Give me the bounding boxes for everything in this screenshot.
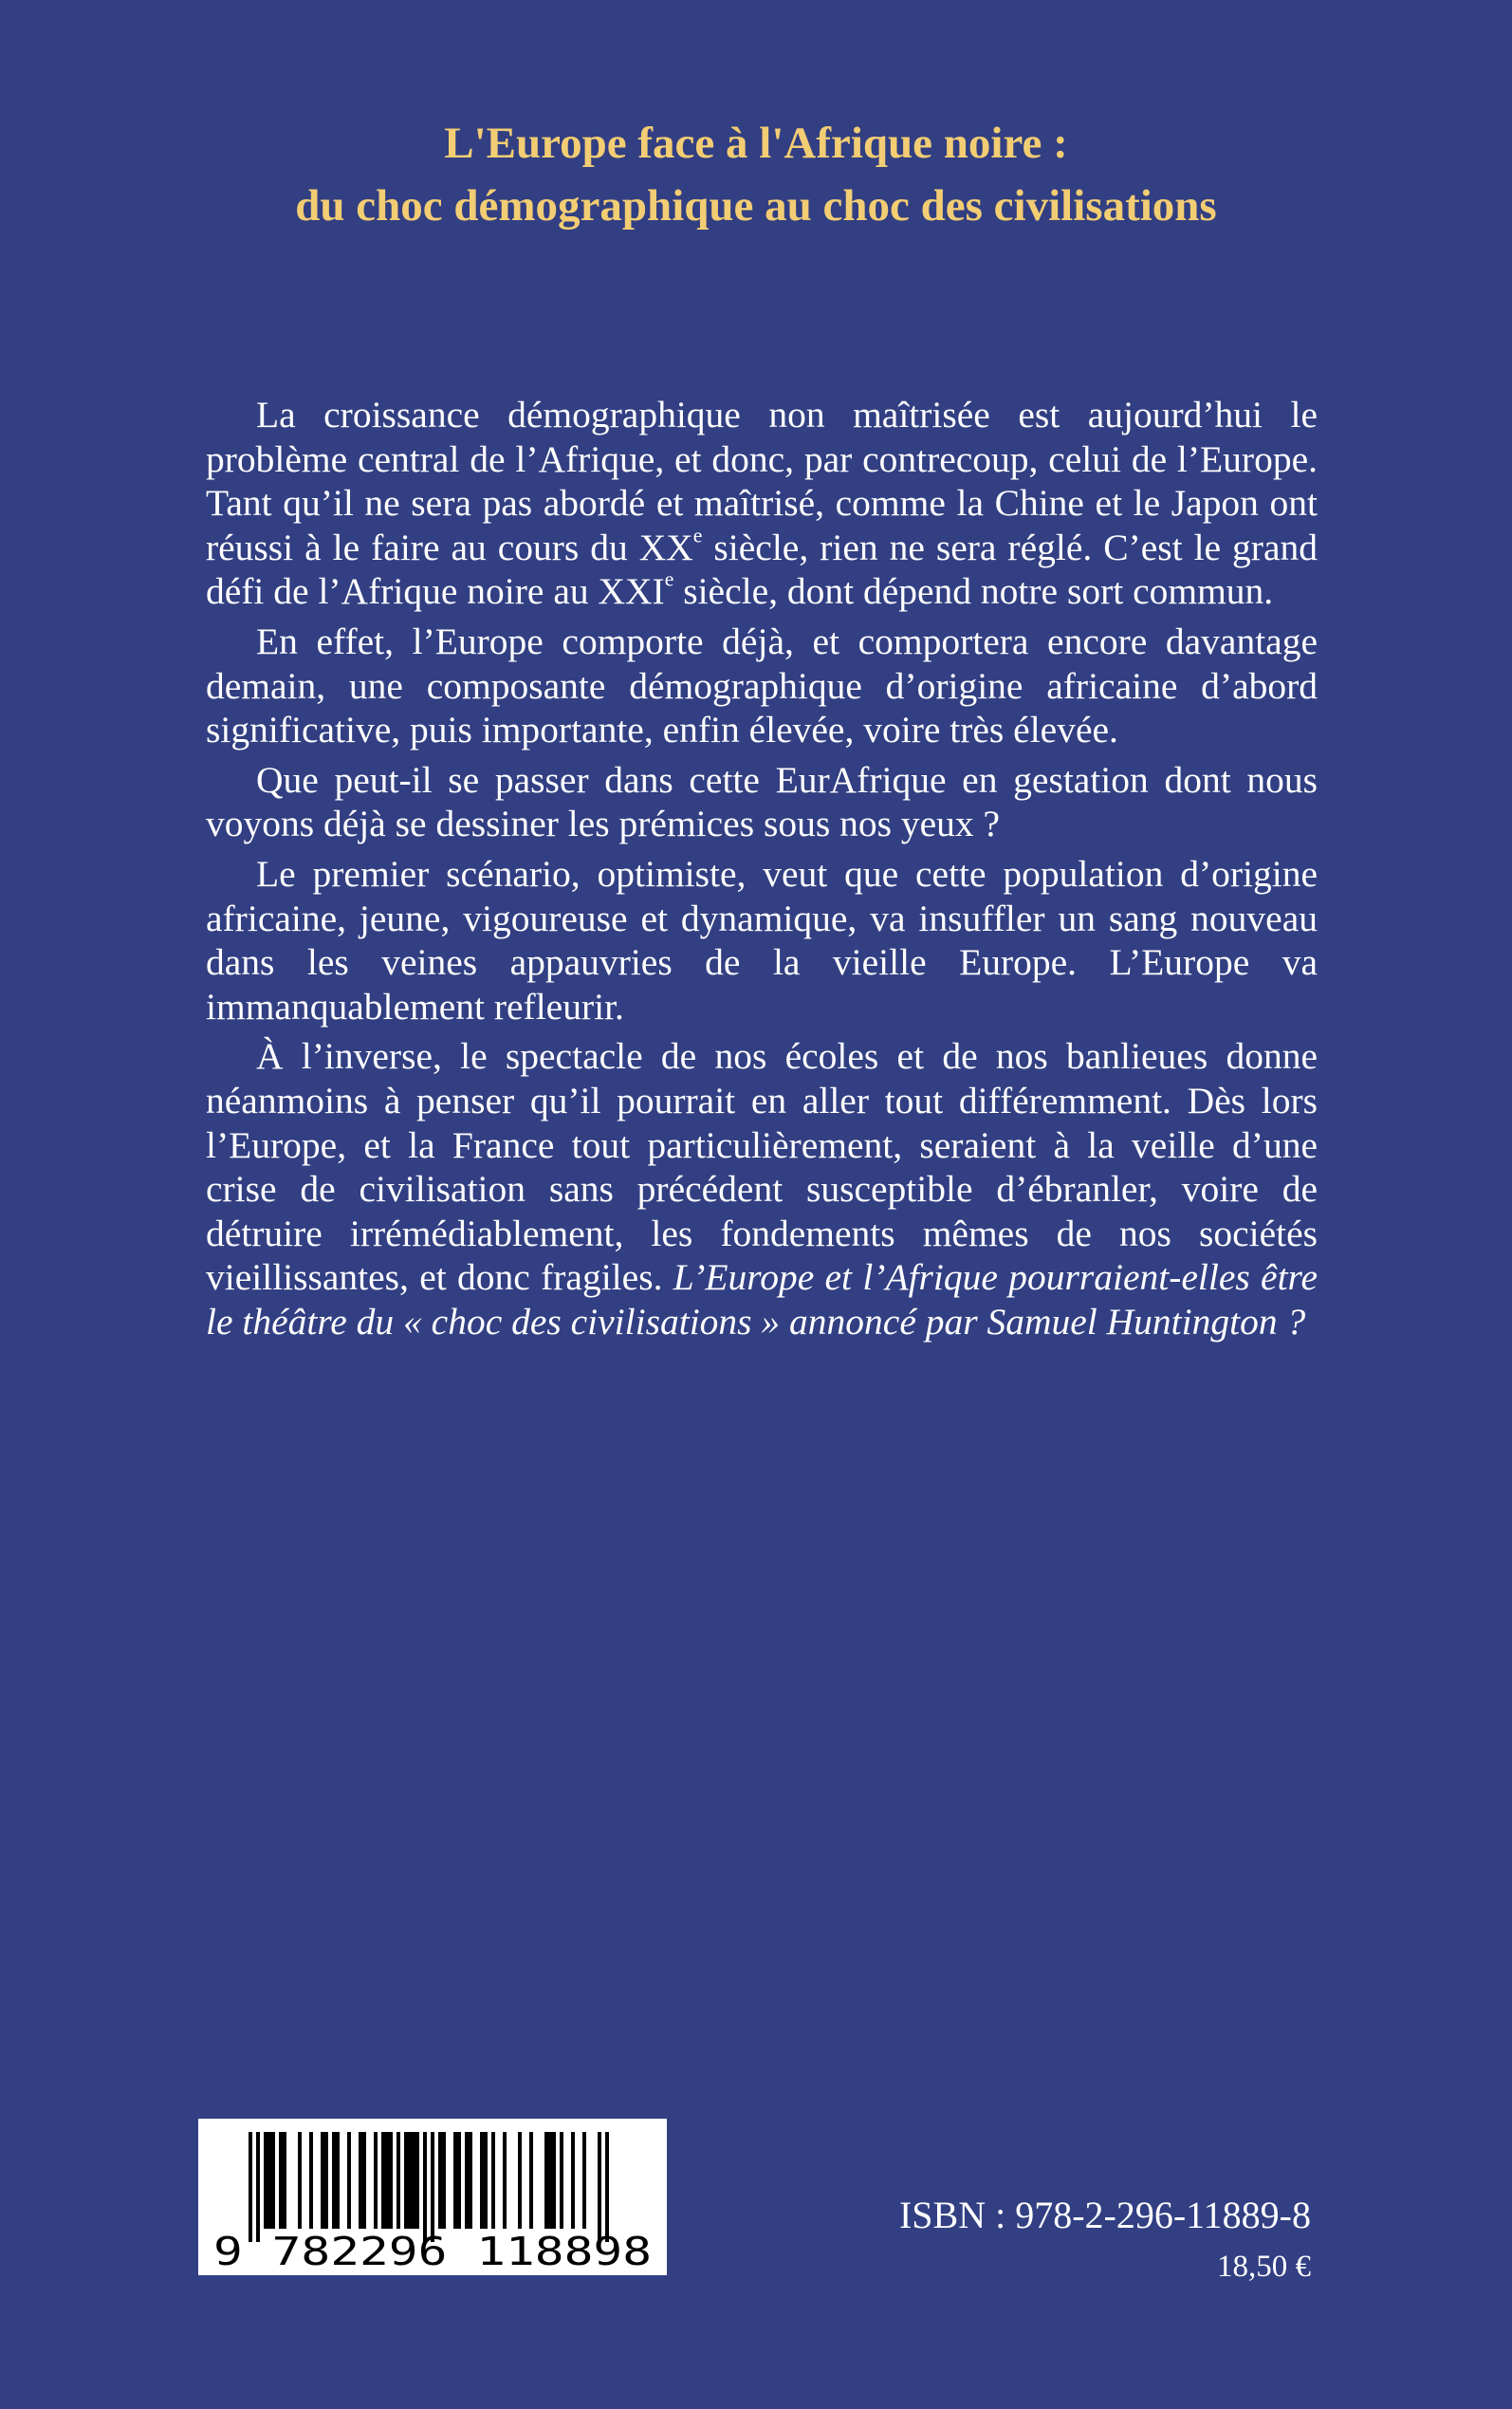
barcode-bar [298, 2132, 302, 2229]
paragraph-3: Que peut-il se passer dans cette EurAfrique en gestation dont nous voyons déjà se dessiner les prémices sous nos yeux ? [206, 758, 1318, 845]
barcode-bar [381, 2132, 385, 2229]
barcode-bar [415, 2132, 419, 2229]
barcode-bar [385, 2132, 389, 2229]
title-line-2: du choc démographique au choc des civilisations [295, 181, 1217, 231]
paragraph-2: En effet, l’Europe comporte déjà, et comportera encore davantage demain, une composante démographique d’origine africaine d’abord significative, puis importante, enfin élevée, voire très élevée. [206, 620, 1318, 751]
barcode-bar [560, 2132, 563, 2229]
barcode-bars [249, 2132, 609, 2242]
barcode-bar [491, 2132, 495, 2229]
barcode-bar [582, 2132, 586, 2229]
isbn-number: ISBN : 978-2-296-11889-8 [898, 2194, 1311, 2236]
barcode-bar [480, 2132, 484, 2229]
paragraph-1: La croissance démographique non maîtrisée est aujourd’hui le problème central de l’Afrique, et donc, par contrecoup, celui de l’Europe. Tant qu’il ne sera pas abordé et maîtrisé, comme la Chine et le Japon ont réussi à le faire au cours du XXe siècle, rien ne sera réglé. C’est le grand défi de l’Afrique noire au XXIe siècle, dont dépend notre sort commun. [206, 394, 1318, 613]
barcode-bar [598, 2132, 601, 2242]
barcode-bar [374, 2132, 378, 2229]
barcode-bar [264, 2132, 267, 2229]
barcode-bar [324, 2132, 328, 2229]
barcode-bar [283, 2132, 286, 2229]
barcode-bar [431, 2132, 434, 2242]
barcode-bar [548, 2132, 552, 2229]
barcode-bar [438, 2132, 442, 2229]
barcode-bar [423, 2132, 427, 2242]
barcode-bar [271, 2132, 275, 2229]
barcode-bar [457, 2132, 461, 2229]
barcode-bar [362, 2132, 366, 2229]
paragraph-4: Le premier scénario, optimiste, veut que cette population d’origine africaine, jeune, vigoureuse et dynamique, va insuffler un sang nouveau dans les veines appauvries de la vieille Europe. L’Europe va immanquablement refleurir. [206, 852, 1318, 1028]
barcode-bar [404, 2132, 408, 2229]
barcode-bar [408, 2132, 412, 2229]
barcode-bar [571, 2132, 575, 2229]
barcode-graphic [198, 2119, 667, 2275]
barcode-bar [336, 2132, 340, 2229]
barcode-bar [605, 2132, 609, 2242]
barcode-bar [279, 2132, 283, 2229]
closing-question: L’Europe et l’Afrique pourraient-elles être le théâtre du « choc des civilisations » annoncé par Samuel Huntington ? [206, 1256, 1318, 1343]
barcode-bar [529, 2132, 533, 2229]
barcode-bar [484, 2132, 488, 2229]
barcode-bar [321, 2132, 324, 2229]
paragraph-5: À l’inverse, le spectacle de nos écoles et de nos banlieues donne néanmoins à penser qu’il pourrait en aller tout différemment. Dès lors l’Europe, et la France tout particulièrement, seraient à la veille d’une crise de civilisation sans précédent susceptible d’ébranler, voire de détruire irrémédiablement, les fondements mêmes de nos sociétés vieillissantes, et donc fragiles. L’Europe et l’Afrique pourraient-elles être le théâtre du « choc des civilisations » annoncé par Samuel Huntington ? [206, 1035, 1318, 1343]
barcode-digits: 9 782296 118898 [213, 2229, 652, 2274]
back-cover-summary [206, 393, 1318, 1349]
barcode-bar [552, 2132, 556, 2229]
barcode-bar [249, 2132, 252, 2242]
barcode-bar [412, 2132, 415, 2229]
barcode-bar [309, 2132, 313, 2229]
barcode-bar [544, 2132, 548, 2229]
isbn-barcode [198, 2119, 667, 2275]
barcode-bar [396, 2132, 400, 2229]
barcode-bar [503, 2132, 507, 2229]
barcode-bar [256, 2132, 260, 2242]
barcode-bar [453, 2132, 457, 2229]
book-title [0, 112, 1512, 237]
barcode-bar [518, 2132, 522, 2229]
barcode-bar [389, 2132, 393, 2229]
barcode-bar [469, 2132, 472, 2229]
barcode-bar [465, 2132, 469, 2229]
barcode-bar [442, 2132, 446, 2229]
barcode-bar [359, 2132, 362, 2229]
barcode-bar [267, 2132, 271, 2229]
price: 18,50 € [1217, 2250, 1311, 2284]
barcode-bar [332, 2132, 336, 2229]
barcode-bar [347, 2132, 351, 2229]
title-line-1: L'Europe face à l'Afrique noire : [444, 119, 1068, 168]
